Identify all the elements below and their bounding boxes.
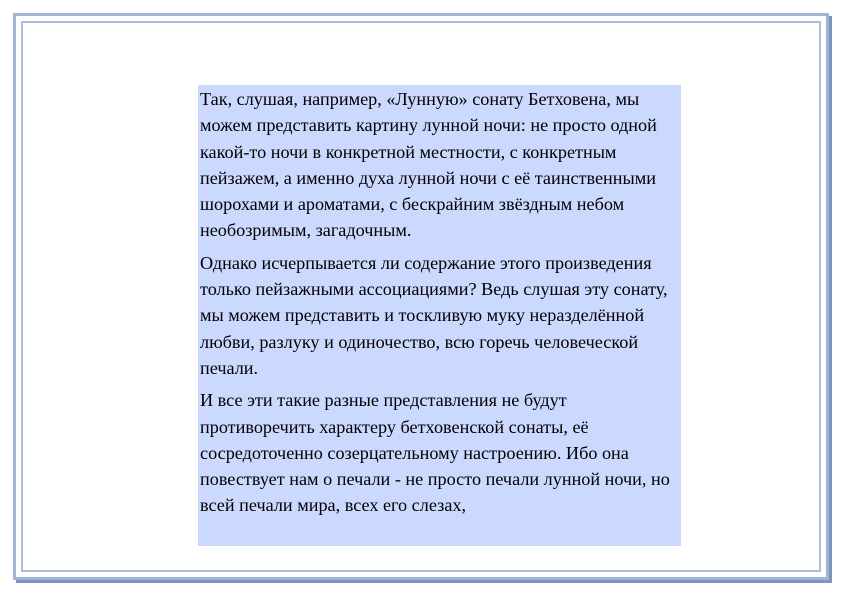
paragraph-2: Однако исчерпывается ли содержание этого произведения только пейзажными ассоциациями? Ведь слушая эту сонату, мы можем представить и тоскливую муку неразделённой любви, разлуку и одиночество, всю горечь человеческой печали. xyxy=(200,252,668,378)
paragraph-3: И все эти такие разные представления не будут противоречить характеру бетховенской сонаты, её сосредоточенно созерцательному настроению. Ибо она повествует нам о печали - не просто печали лунной ночи, но всей печали мира, всех его слезах, xyxy=(200,390,670,516)
paragraph-1: Так, слушая, например, «Лунную» сонату Бетховена, мы можем представить картину лунной ночи: не просто одной какой-то ночи в конкретной местности, с конкретным пейзажем, а именно духа лунной ночи с её таинственными шорохами и ароматами, с бескрайним звёздным небом необозримым, загадочным. xyxy=(200,89,657,241)
text-block xyxy=(198,85,681,546)
